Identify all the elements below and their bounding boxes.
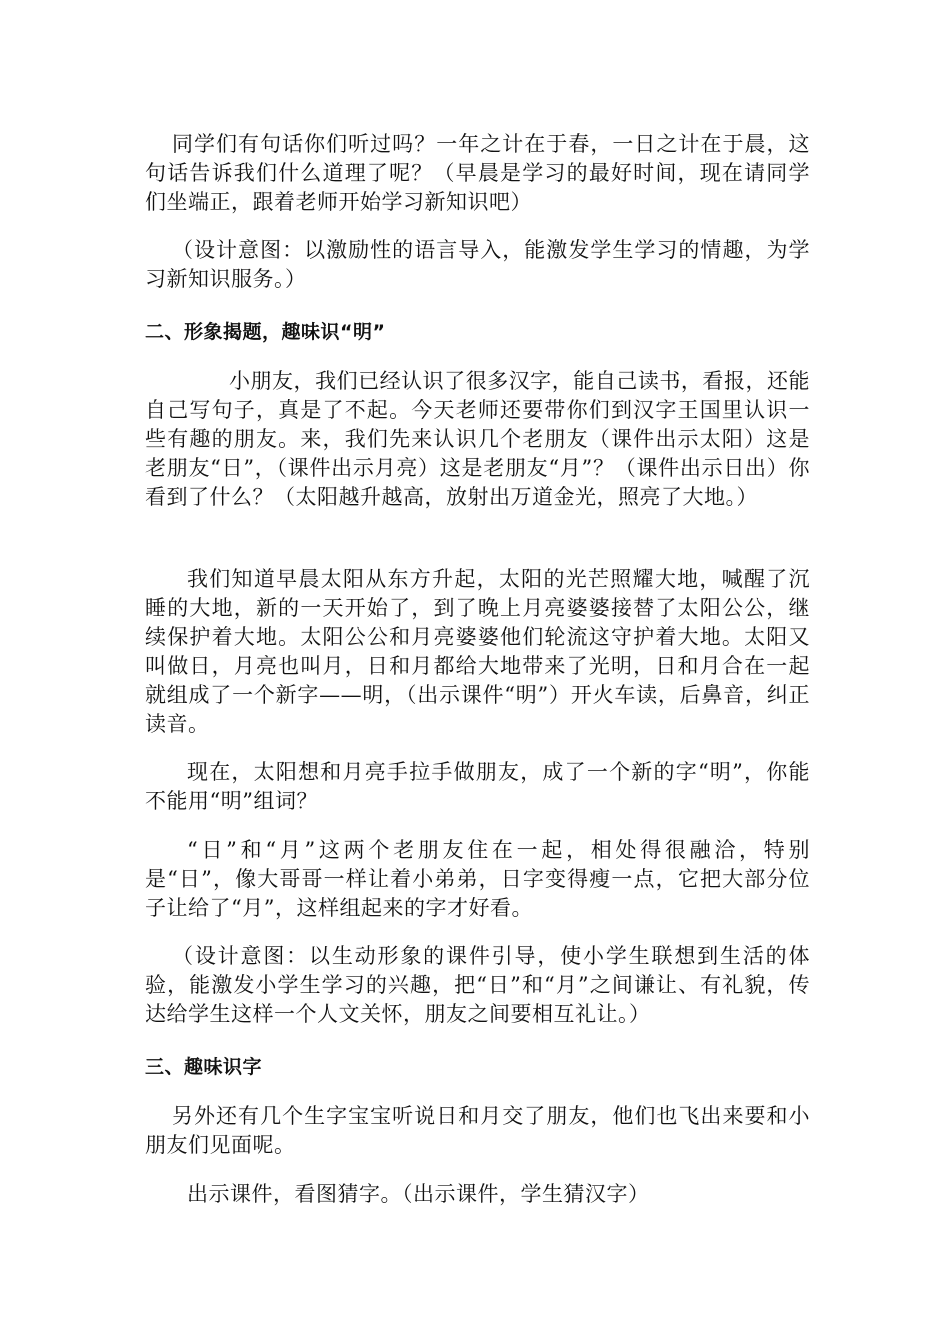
paragraph-old-friends: 小朋友，我们已经认识了很多汉字，能自己读书，看报，还能自己写句子，真是了不起。今天老师还要带你们到汉字王国里认识一些有趣的朋友。来，我们先来认识几个老朋友（课件出示太阳）这是老朋友“日”，（课件出示月亮）这是老朋友“月”？（课件出示日出）你看到了什么？（太阳越升越高，放射出万道金光，照亮了大地。） — [145, 369, 810, 509]
paragraph-intro: 同学们有句话你们听过吗？一年之计在于春，一日之计在于晨，这句话告诉我们什么道理了呢？（早晨是学习的最好时间，现在请同学们坐端正，跟着老师开始学习新知识吧） — [145, 132, 810, 214]
paragraph-sun-moon-story: 我们知道早晨太阳从东方升起，太阳的光芒照耀大地，喊醒了沉睡的大地，新的一天开始了，到了晚上月亮婆婆接替了太阳公公，继续保护着大地。太阳公公和月亮婆婆他们轮流这守护着大地。太阳又叫做日，月亮也叫月，日和月都给大地带来了光明，日和月合在一起就组成了一个新字——明，（出示课件“明”）开火车读，后鼻音，纠正读音。 — [145, 567, 810, 736]
section-heading-3: 三、趣味识字 — [145, 1056, 263, 1078]
section-heading-2: 二、形象揭题，趣味识“明” — [145, 321, 386, 343]
paragraph-character-structure: “日”和“月”这两个老朋友住在一起，相处得很融洽，特别是“日”，像大哥哥一样让着小弟弟，日字变得瘦一点，它把大部分位子让给了“月”，这样组起来的字才好看。 — [145, 838, 810, 920]
paragraph-new-characters: 另外还有几个生字宝宝听说日和月交了朋友，他们也飞出来要和小朋友们见面呢。 — [145, 1104, 810, 1157]
paragraph-design-intent-1: （设计意图：以激励性的语言导入，能激发学生学习的情趣，为学习新知识服务。） — [145, 238, 810, 291]
paragraph-word-making: 现在，太阳想和月亮手拉手做朋友，成了一个新的字“明”，你能不能用“明”组词？ — [145, 760, 810, 813]
paragraph-design-intent-2: （设计意图：以生动形象的课件引导，使小学生联想到生活的体验，能激发小学生学习的兴趣，把“日”和“月”之间谦让、有礼貌，传达给学生这样一个人文关怀，朋友之间要相互礼让。） — [145, 944, 810, 1026]
paragraph-guess-characters: 出示课件，看图猜字。（出示课件，学生猜汉字） — [187, 1182, 650, 1206]
